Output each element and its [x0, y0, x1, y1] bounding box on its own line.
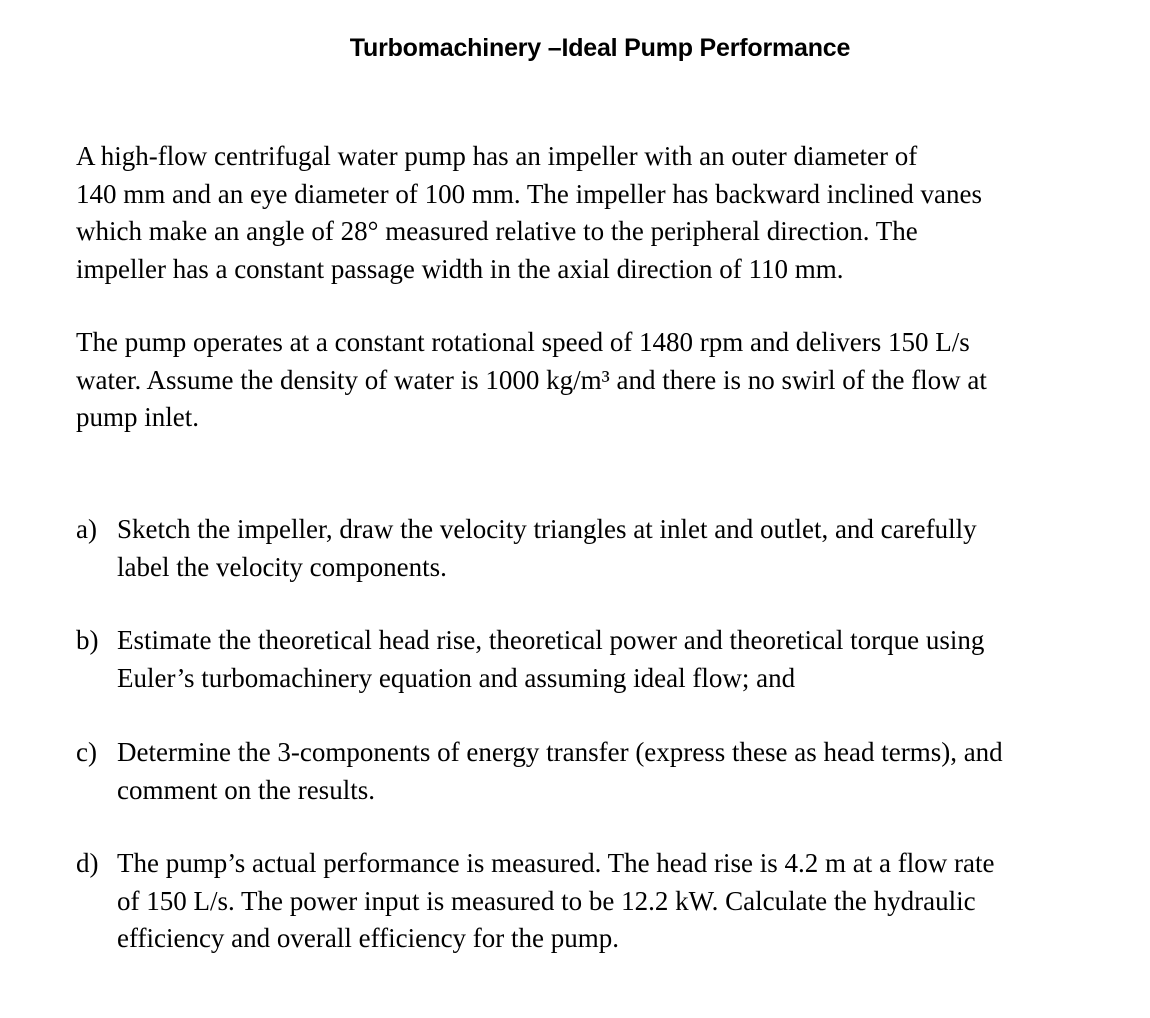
problem-statement-paragraph	[76, 138, 1136, 288]
question-c	[76, 734, 1136, 809]
page-title: Turbomachinery –Ideal Pump Performance	[349, 34, 851, 62]
question-line: Determine the 3-components of energy transfer (express these as head terms), and	[117, 737, 1003, 767]
paragraph-line: The pump operates at a constant rotational speed of 1480 rpm and delivers 150 L/s	[76, 327, 970, 357]
question-line: Euler’s turbomachinery equation and assuming ideal flow; and	[117, 662, 796, 693]
question-letter: d)	[76, 848, 99, 878]
question-letter: b)	[76, 625, 99, 655]
paragraph-line: 140 mm and an eye diameter of 100 mm. The impeller has backward inclined vanes	[76, 178, 982, 209]
question-line: Estimate the theoretical head rise, theoretical power and theoretical torque using	[117, 625, 985, 655]
question-line: of 150 L/s. The power input is measured to be 12.2 kW. Calculate the hydraulic	[117, 885, 976, 916]
paragraph-line: A high-flow centrifugal water pump has an impeller with an outer diameter of	[76, 141, 918, 171]
question-a	[76, 511, 1136, 586]
paragraph-line: water. Assume the density of water is 1000 kg/m³ and there is no swirl of the flow at	[76, 364, 987, 395]
paragraph-line: impeller has a constant passage width in the axial direction of 110 mm.	[76, 253, 844, 284]
question-line: The pump’s actual performance is measured. The head rise is 4.2 m at a flow rate	[117, 848, 995, 878]
question-b	[76, 622, 1136, 697]
paragraph-line: which make an angle of 28° measured relative to the peripheral direction. The	[76, 216, 918, 246]
question-line: efficiency and overall efficiency for the pump.	[117, 923, 620, 953]
question-line: Sketch the impeller, draw the velocity triangles at inlet and outlet, and carefully	[117, 514, 977, 544]
question-line: comment on the results.	[117, 774, 375, 805]
question-letter: a)	[76, 514, 97, 544]
operating-conditions-paragraph	[76, 324, 1136, 437]
question-d	[76, 845, 1136, 958]
question-letter: c)	[76, 737, 97, 767]
paragraph-line: pump inlet.	[76, 402, 199, 432]
question-line: label the velocity components.	[117, 551, 447, 582]
